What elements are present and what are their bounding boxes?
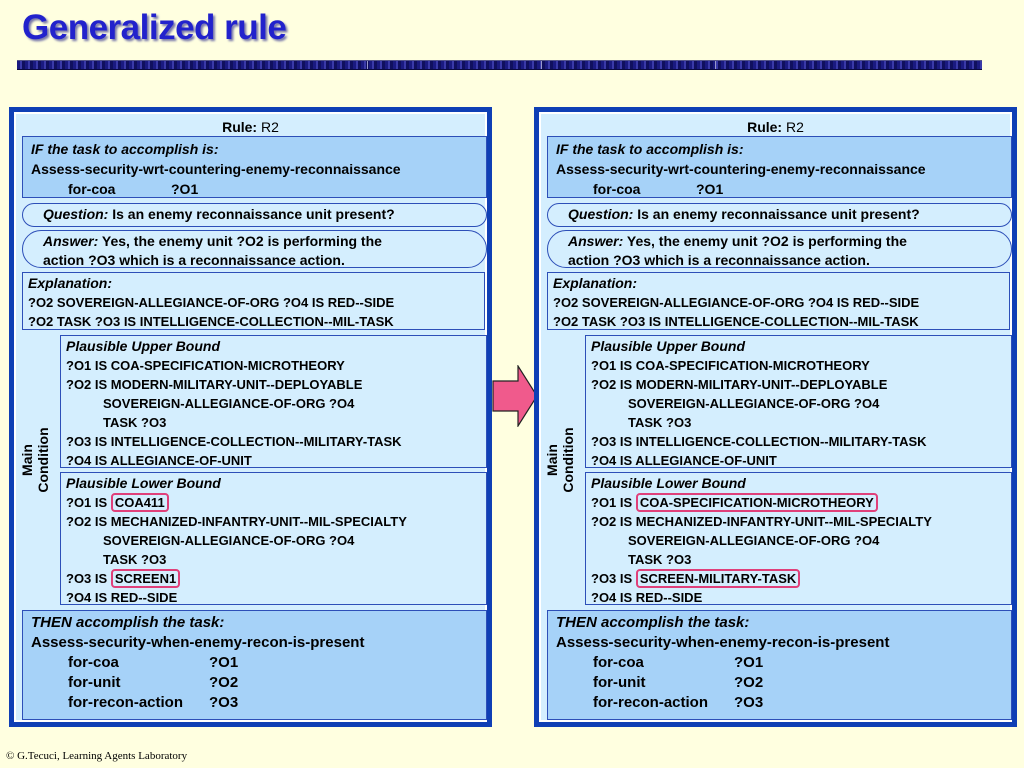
question-text: Is an enemy reconnaissance unit present? bbox=[112, 206, 395, 222]
answer-line2: action ?O3 which is a reconnaissance action. bbox=[568, 252, 870, 268]
condition-line: ?O4 IS RED--SIDE bbox=[66, 590, 178, 605]
condition-line: TASK ?O3 bbox=[103, 552, 167, 567]
question-label: Question: bbox=[43, 206, 109, 222]
explanation-line: ?O2 SOVEREIGN-ALLEGIANCE-OF-ORG ?O4 IS RED--SIDE bbox=[28, 295, 395, 310]
lower-bound-heading: Plausible Lower Bound bbox=[591, 475, 746, 491]
then-feature: for-recon-action bbox=[593, 694, 709, 711]
answer-label: Answer: bbox=[43, 233, 99, 249]
explanation-heading: Explanation: bbox=[553, 275, 638, 291]
rule-label: Rule: bbox=[222, 119, 258, 135]
then-heading: THEN accomplish the task: bbox=[31, 614, 225, 631]
condition-line bbox=[591, 493, 1011, 512]
if-box bbox=[547, 136, 1012, 198]
answer-line2: action ?O3 which is a reconnaissance action. bbox=[43, 252, 345, 268]
upper-bound-heading: Plausible Upper Bound bbox=[66, 338, 221, 354]
rule-header bbox=[16, 119, 485, 135]
explanation-box bbox=[22, 272, 485, 330]
then-parameter bbox=[31, 673, 486, 693]
condition-line: TASK ?O3 bbox=[628, 552, 692, 567]
right-arrow-icon bbox=[492, 365, 538, 427]
upper-bound-box bbox=[60, 335, 487, 468]
answer-box bbox=[547, 230, 1012, 268]
if-task: Assess-security-wrt-countering-enemy-reconnaissance bbox=[556, 161, 926, 177]
if-parameter bbox=[31, 179, 486, 199]
then-value: ?O2 bbox=[209, 674, 239, 691]
then-task: Assess-security-when-enemy-recon-is-present bbox=[556, 634, 890, 651]
then-feature: for-unit bbox=[593, 674, 646, 691]
highlighted-value: SCREEN-MILITARY-TASK bbox=[636, 569, 800, 588]
main-condition-label: Main Condition bbox=[19, 427, 51, 493]
if-value: ?O1 bbox=[171, 181, 199, 197]
footer-copyright: © G.Tecuci, Learning Agents Laboratory bbox=[6, 750, 188, 762]
condition-line: ?O2 IS MECHANIZED-INFANTRY-UNIT--MIL-SPECIALTY bbox=[66, 514, 407, 529]
question-box bbox=[547, 203, 1012, 227]
then-value: ?O1 bbox=[734, 654, 764, 671]
rule-label: Rule: bbox=[747, 119, 783, 135]
condition-line: ?O4 IS ALLEGIANCE-OF-UNIT bbox=[66, 453, 252, 468]
lower-bound-heading: Plausible Lower Bound bbox=[66, 475, 221, 491]
arrow-shape bbox=[493, 366, 537, 426]
then-heading: THEN accomplish the task: bbox=[556, 614, 750, 631]
upper-bound-heading: Plausible Upper Bound bbox=[591, 338, 746, 354]
answer-line1: Yes, the enemy unit ?O2 is performing the bbox=[626, 233, 907, 249]
rule-panel-left bbox=[9, 107, 492, 727]
condition-prefix: ?O1 IS bbox=[591, 495, 633, 510]
then-feature: for-recon-action bbox=[68, 694, 184, 711]
question-text: Is an enemy reconnaissance unit present? bbox=[637, 206, 920, 222]
then-parameter bbox=[556, 693, 1011, 713]
if-heading: IF the task to accomplish is: bbox=[556, 141, 744, 157]
if-heading: IF the task to accomplish is: bbox=[31, 141, 219, 157]
then-box bbox=[547, 610, 1012, 720]
highlighted-value: SCREEN1 bbox=[111, 569, 180, 588]
main-condition-label: Main Condition bbox=[544, 427, 576, 493]
condition-line bbox=[591, 569, 1011, 588]
if-box bbox=[22, 136, 487, 198]
lower-bound-box bbox=[60, 472, 487, 605]
rule-header bbox=[541, 119, 1010, 135]
rule-id: R2 bbox=[785, 119, 804, 135]
rule-id: R2 bbox=[260, 119, 279, 135]
condition-line: ?O1 IS COA-SPECIFICATION-MICROTHEORY bbox=[591, 358, 870, 373]
then-box bbox=[22, 610, 487, 720]
if-value: ?O1 bbox=[696, 181, 724, 197]
if-feature: for-coa bbox=[593, 181, 641, 197]
then-value: ?O2 bbox=[734, 674, 764, 691]
explanation-heading: Explanation: bbox=[28, 275, 113, 291]
condition-prefix: ?O3 IS bbox=[591, 571, 633, 586]
explanation-line: ?O2 SOVEREIGN-ALLEGIANCE-OF-ORG ?O4 IS RED--SIDE bbox=[553, 295, 920, 310]
question-label: Question: bbox=[568, 206, 634, 222]
condition-line bbox=[66, 569, 486, 588]
then-parameter bbox=[31, 653, 486, 673]
condition-line: ?O4 IS RED--SIDE bbox=[591, 590, 703, 605]
condition-line: SOVEREIGN-ALLEGIANCE-OF-ORG ?O4 bbox=[103, 533, 355, 548]
condition-line: TASK ?O3 bbox=[628, 415, 692, 430]
condition-line: ?O2 IS MECHANIZED-INFANTRY-UNIT--MIL-SPECIALTY bbox=[591, 514, 932, 529]
slide-title: Generalized rule bbox=[22, 8, 287, 47]
then-parameter bbox=[31, 693, 486, 713]
condition-line: ?O3 IS INTELLIGENCE-COLLECTION--MILITARY-TASK bbox=[66, 434, 402, 449]
rule-panel-inner bbox=[539, 112, 1012, 722]
upper-bound-box bbox=[585, 335, 1012, 468]
explanation-line: ?O2 TASK ?O3 IS INTELLIGENCE-COLLECTION--MIL-TASK bbox=[28, 314, 394, 329]
condition-line: TASK ?O3 bbox=[103, 415, 167, 430]
rule-panel-inner bbox=[14, 112, 487, 722]
condition-line: ?O4 IS ALLEGIANCE-OF-UNIT bbox=[591, 453, 777, 468]
lower-bound-box bbox=[585, 472, 1012, 605]
condition-prefix: ?O1 IS bbox=[66, 495, 108, 510]
then-value: ?O3 bbox=[734, 694, 764, 711]
condition-line: SOVEREIGN-ALLEGIANCE-OF-ORG ?O4 bbox=[628, 533, 880, 548]
if-parameter bbox=[556, 179, 1011, 199]
condition-line: ?O3 IS INTELLIGENCE-COLLECTION--MILITARY-TASK bbox=[591, 434, 927, 449]
condition-prefix: ?O3 IS bbox=[66, 571, 108, 586]
explanation-line: ?O2 TASK ?O3 IS INTELLIGENCE-COLLECTION--MIL-TASK bbox=[553, 314, 919, 329]
condition-line bbox=[66, 493, 486, 512]
condition-line: SOVEREIGN-ALLEGIANCE-OF-ORG ?O4 bbox=[103, 396, 355, 411]
question-box bbox=[22, 203, 487, 227]
then-feature: for-coa bbox=[593, 654, 644, 671]
then-parameter bbox=[556, 673, 1011, 693]
answer-box bbox=[22, 230, 487, 268]
if-task: Assess-security-wrt-countering-enemy-reconnaissance bbox=[31, 161, 401, 177]
then-task: Assess-security-when-enemy-recon-is-present bbox=[31, 634, 365, 651]
then-parameter bbox=[556, 653, 1011, 673]
answer-label: Answer: bbox=[568, 233, 624, 249]
condition-line: ?O2 IS MODERN-MILITARY-UNIT--DEPLOYABLE bbox=[591, 377, 888, 392]
explanation-box bbox=[547, 272, 1010, 330]
if-feature: for-coa bbox=[68, 181, 116, 197]
condition-line: ?O2 IS MODERN-MILITARY-UNIT--DEPLOYABLE bbox=[66, 377, 363, 392]
condition-line: SOVEREIGN-ALLEGIANCE-OF-ORG ?O4 bbox=[628, 396, 880, 411]
highlighted-value: COA411 bbox=[111, 493, 169, 512]
answer-line1: Yes, the enemy unit ?O2 is performing the bbox=[101, 233, 382, 249]
then-feature: for-coa bbox=[68, 654, 119, 671]
then-feature: for-unit bbox=[68, 674, 121, 691]
then-value: ?O3 bbox=[209, 694, 239, 711]
rule-panel-right bbox=[534, 107, 1017, 727]
condition-line: ?O1 IS COA-SPECIFICATION-MICROTHEORY bbox=[66, 358, 345, 373]
then-value: ?O1 bbox=[209, 654, 239, 671]
title-underline bbox=[17, 60, 982, 70]
highlighted-value: COA-SPECIFICATION-MICROTHEORY bbox=[636, 493, 878, 512]
